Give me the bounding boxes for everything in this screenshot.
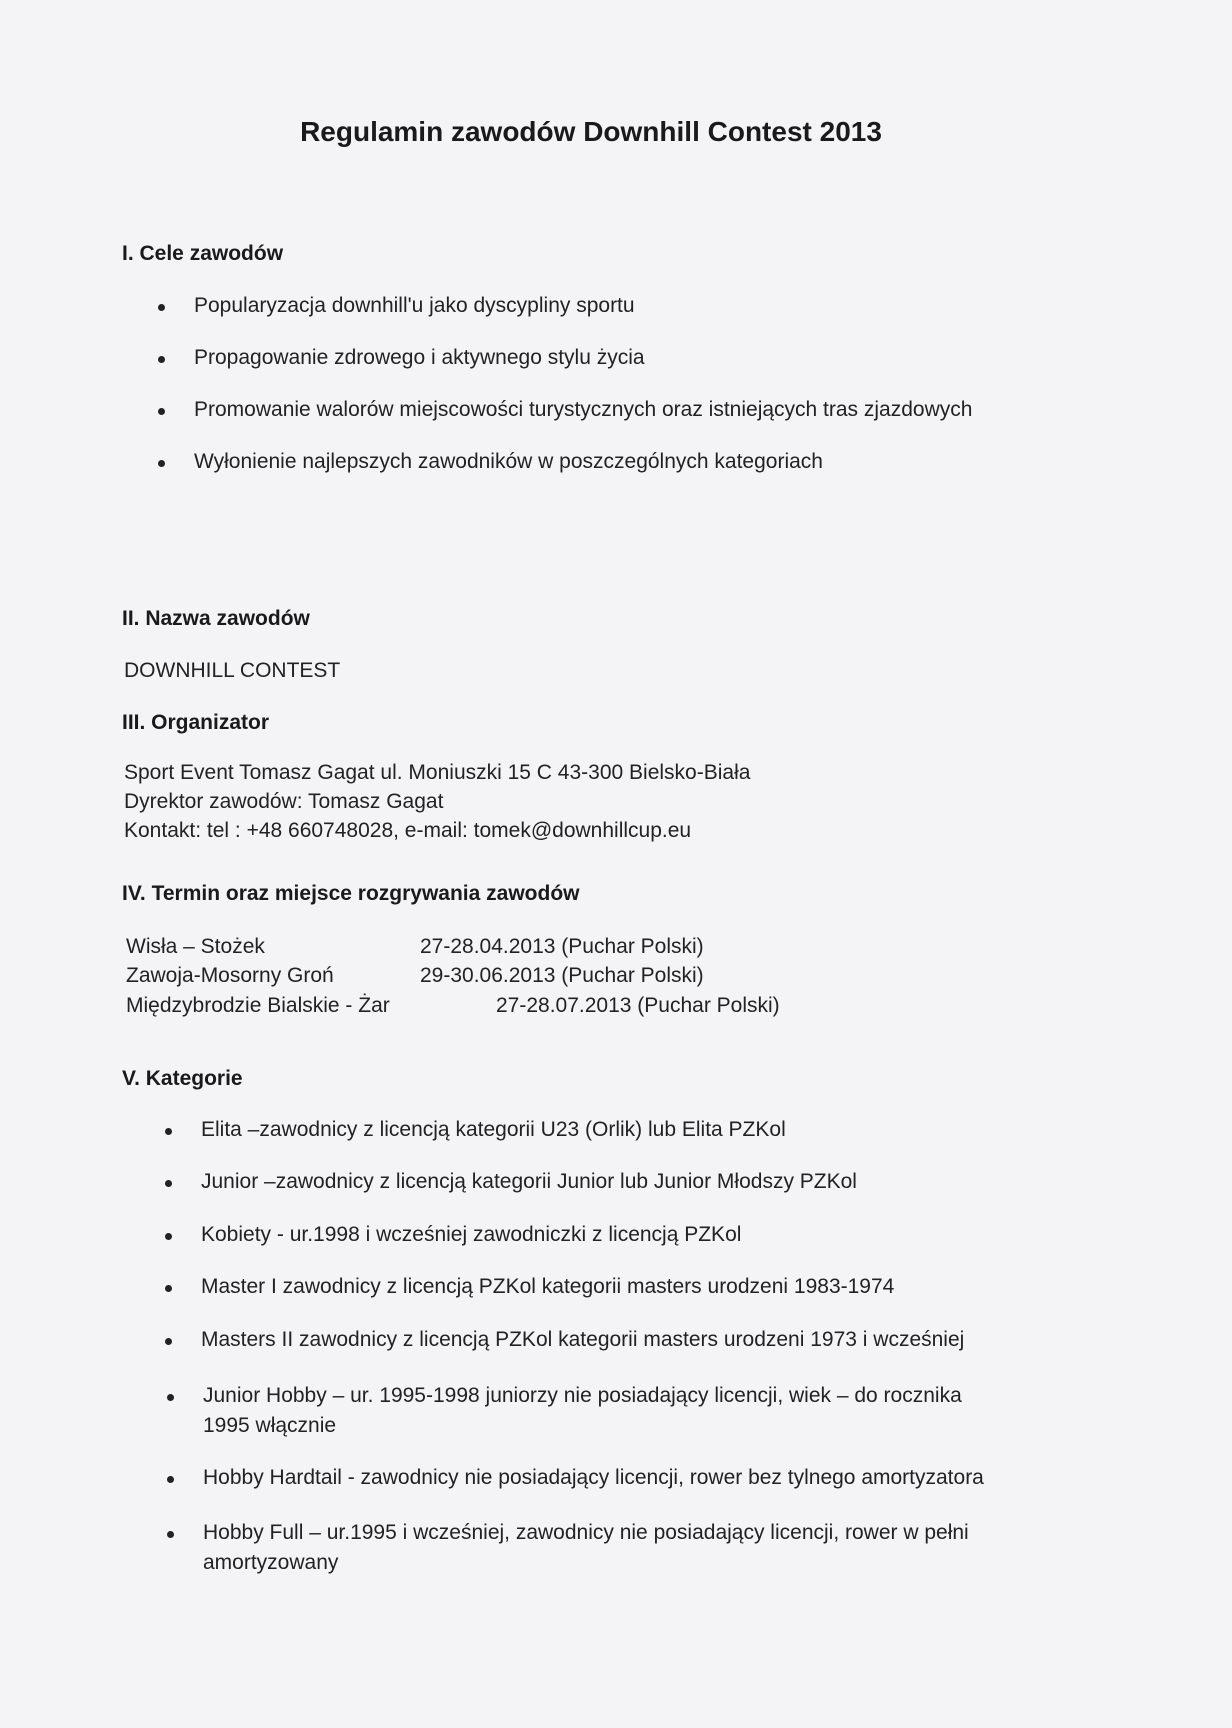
section-3-heading: III. Organizator	[122, 711, 270, 734]
list-item: Master I zawodnicy z licencją PZKol kategorii masters urodzeni 1983-1974	[201, 1272, 894, 1302]
bullet-icon	[167, 1476, 174, 1483]
bullet-icon	[158, 460, 165, 467]
list-item: Promowanie walorów miejscowości turystycznych oraz istniejących tras zjazdowych	[194, 395, 972, 425]
bullet-icon	[167, 1394, 174, 1401]
document-title: Regulamin zawodów Downhill Contest 2013	[300, 116, 882, 147]
bullet-icon	[165, 1128, 172, 1135]
section-1-heading: I. Cele zawodów	[122, 242, 284, 265]
event-place: Zawoja-Mosorny Groń	[126, 964, 334, 987]
event-date: 27-28.04.2013 (Puchar Polski)	[420, 935, 704, 958]
event-date: 27-28.07.2013 (Puchar Polski)	[496, 994, 780, 1017]
list-item: Propagowanie zdrowego i aktywnego stylu życia	[194, 343, 645, 373]
organizer-address: Sport Event Tomasz Gagat ul. Moniuszki 15 C 43-300 Bielsko-Biała	[124, 761, 751, 784]
list-item: Popularyzacja downhill'u jako dyscypliny sportu	[194, 291, 635, 321]
section-5-heading: V. Kategorie	[122, 1067, 243, 1090]
organizer-director: Dyrektor zawodów: Tomasz Gagat	[124, 790, 444, 813]
bullet-icon	[158, 304, 165, 311]
organizer-contact: Kontakt: tel : +48 660748028, e-mail: tomek@downhillcup.eu	[124, 819, 692, 842]
list-item: Junior Hobby – ur. 1995-1998 juniorzy nie posiadający licencji, wiek – do rocznika 1995 włącznie	[203, 1381, 962, 1441]
list-item: Hobby Full – ur.1995 i wcześniej, zawodnicy nie posiadający licencji, rower w pełni amortyzowany	[203, 1518, 969, 1578]
bullet-icon	[165, 1233, 172, 1240]
bullet-icon	[165, 1285, 172, 1292]
bullet-icon	[167, 1531, 174, 1538]
event-place: Międzybrodzie Bialskie - Żar	[126, 994, 390, 1017]
list-item: Hobby Hardtail - zawodnicy nie posiadający licencji, rower bez tylnego amortyzatora	[203, 1463, 984, 1493]
bullet-icon	[158, 356, 165, 363]
list-item: Elita –zawodnicy z licencją kategorii U23 (Orlik) lub Elita PZKol	[201, 1115, 786, 1145]
list-item: Wyłonienie najlepszych zawodników w poszczególnych kategoriach	[194, 447, 823, 477]
section-2-heading: II. Nazwa zawodów	[122, 607, 310, 630]
event-place: Wisła – Stożek	[126, 935, 265, 958]
bullet-icon	[165, 1338, 172, 1345]
competition-name: DOWNHILL CONTEST	[124, 659, 341, 682]
bullet-icon	[165, 1180, 172, 1187]
event-date: 29-30.06.2013 (Puchar Polski)	[420, 964, 704, 987]
list-item: Junior –zawodnicy z licencją kategorii Junior lub Junior Młodszy PZKol	[201, 1167, 857, 1197]
list-item: Masters II zawodnicy z licencją PZKol kategorii masters urodzeni 1973 i wcześniej	[201, 1325, 964, 1355]
section-4-heading: IV. Termin oraz miejsce rozgrywania zawodów	[122, 882, 580, 905]
bullet-icon	[158, 408, 165, 415]
list-item: Kobiety - ur.1998 i wcześniej zawodniczki z licencją PZKol	[201, 1220, 741, 1250]
